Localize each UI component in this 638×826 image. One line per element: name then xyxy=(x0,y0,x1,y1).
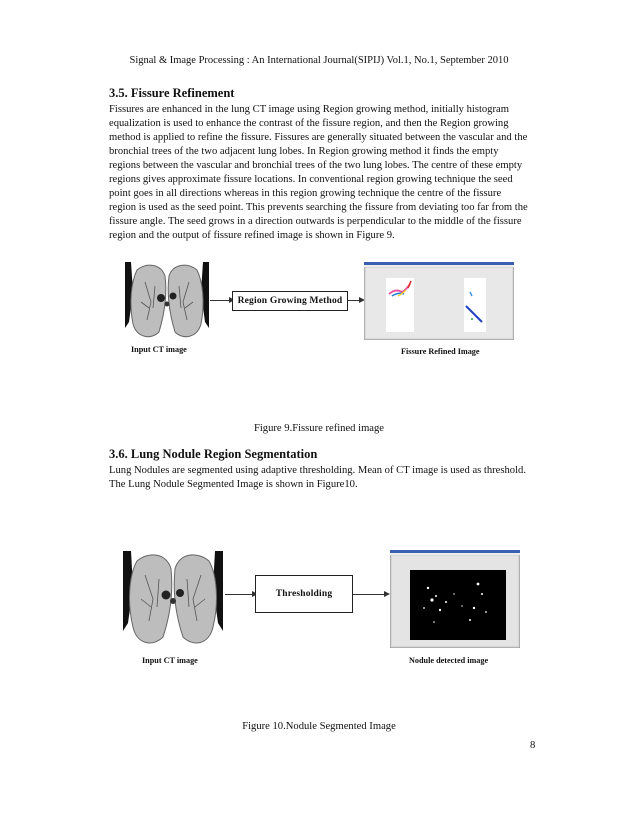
figure10-output-label: Nodule detected image xyxy=(409,656,489,665)
figure10-caption: Figure 10.Nodule Segmented Image xyxy=(242,721,396,732)
section-heading-fissure-refinement: 3.5. Fissure Refinement xyxy=(109,86,235,100)
text-line: regions between the vascular and bronchial trees of the two lung lobes. The centre of these empty xyxy=(109,160,523,171)
figure9-output-label: Fissure Refined Image xyxy=(401,347,480,356)
figure9-caption: Figure 9.Fissure refined image xyxy=(253,423,385,434)
text-line: Lung Nodules are segmented using adaptive thresholding. Mean of CT image is used as threshold. xyxy=(109,465,526,476)
text-line: regions gives approximate fissure locations. In conventional region growing technique the seed xyxy=(109,174,513,185)
paragraph-lung-nodule xyxy=(109,464,539,492)
process-box-thresholding: Thresholding xyxy=(255,575,353,613)
arrow-shaft xyxy=(225,594,253,595)
figure10-input-ct-image xyxy=(123,551,223,649)
page-number: 8 xyxy=(530,740,536,751)
section-heading-lung-nodule: 3.6. Lung Nodule Region Segmentation xyxy=(109,447,318,461)
paragraph-fissure-refinement xyxy=(109,103,529,243)
text-line: bronchial trees of the two adjacent lung lobes. In Region growing method it finds the empty xyxy=(109,146,499,157)
process-box-region-growing: Region Growing Method xyxy=(232,291,348,311)
figure9-input-ct-image xyxy=(125,262,209,342)
arrow-shaft xyxy=(353,594,385,595)
text-line: point goes in all directions whereas in this region growing technique the centre of the fissure xyxy=(109,188,502,199)
figure9-fissure-refined-screenshot xyxy=(364,262,514,340)
arrow-shaft xyxy=(210,300,230,301)
figure10-input-label: Input CT image xyxy=(142,656,198,665)
text-line: Fissures are enhanced in the lung CT image using Region growing method, initially histogram xyxy=(109,104,509,115)
text-line: method is applied to refine the fissure. Fissures are generally situated between the vascular and the xyxy=(109,132,528,143)
running-header: Signal & Image Processing : An International Journal(SIPIJ) Vol.1, No.1, September 2010 xyxy=(129,55,509,66)
text-line: fissure angle. The seed grows in a direction outwards is perpendicular to the middle of the fissure xyxy=(109,216,522,227)
text-line: The Lung Nodule Segmented Image is shown in Figure10. xyxy=(109,479,358,490)
text-line: equalization is used to enhance the contrast of the fissure region, and then the Region growing xyxy=(109,118,509,129)
figure10-nodule-detected-screenshot xyxy=(390,550,520,648)
text-line: region is used as the seed point. This prevents searching the fissure from deviating too far from the xyxy=(109,202,528,213)
text-line: region and the output of fissure refined image is shown in Figure 9. xyxy=(109,230,395,241)
figure9-input-label: Input CT image xyxy=(131,345,187,354)
